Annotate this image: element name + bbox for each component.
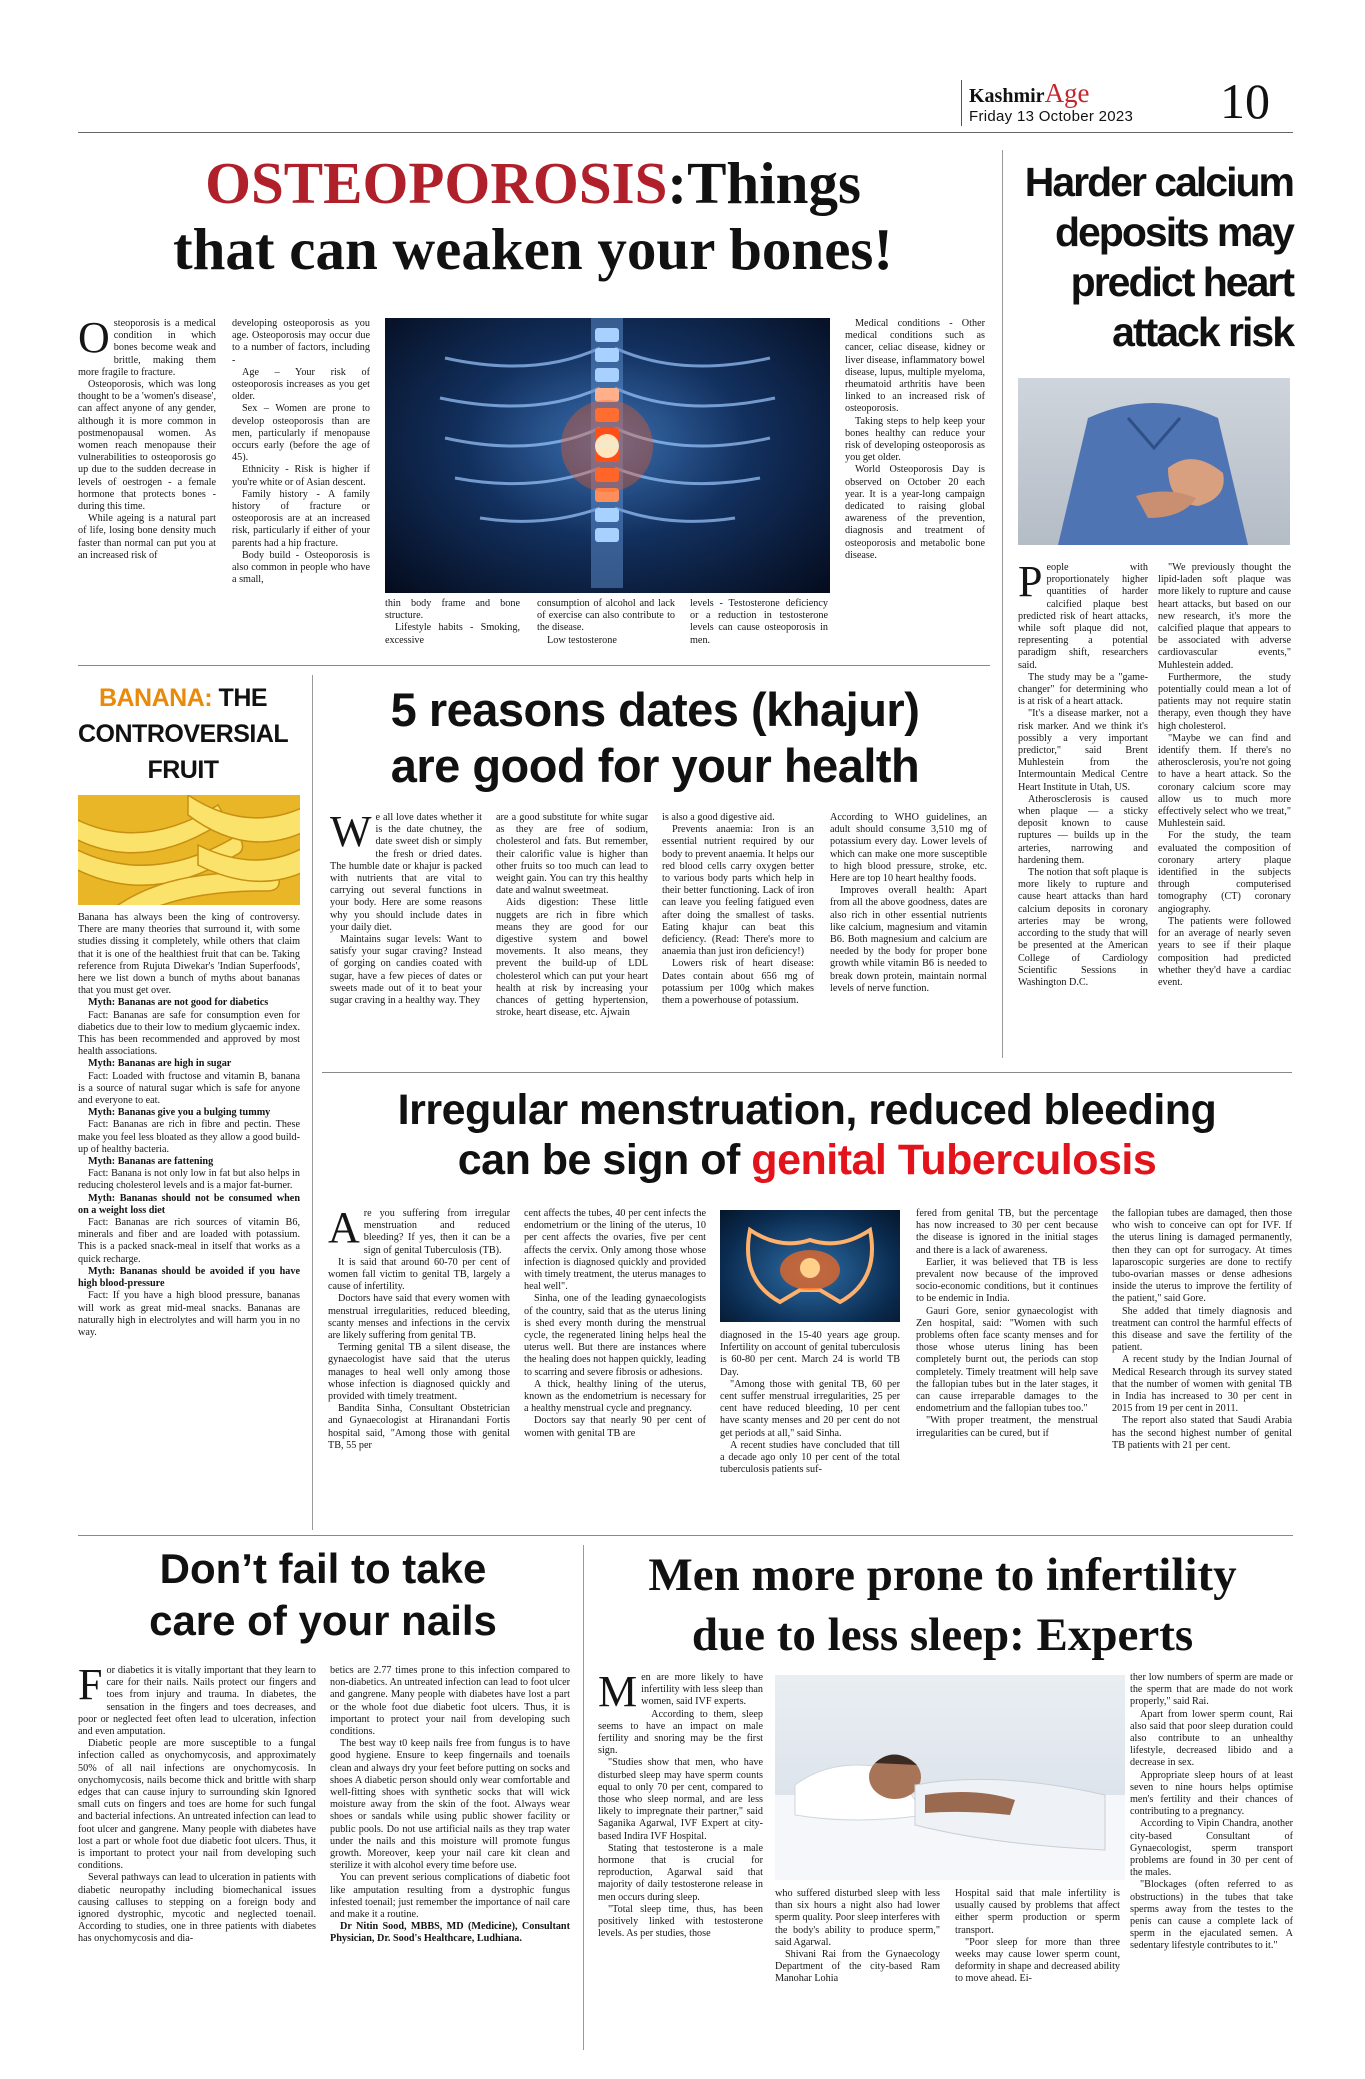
spine-xray-image	[385, 318, 830, 593]
men-title-line2: due to less sleep: Experts	[691, 1609, 1194, 1661]
nails-byline: Dr Nitin Sood, MBBS, MD (Medicine), Consultant Physician, Dr. Sood's Healthcare, Ludhiana.	[330, 1921, 570, 1945]
brand-kashmir: Kashmir	[969, 85, 1045, 107]
dates-col-1: W e all love dates whether it is the date chutney, the date sweet dish or simply the fresh or dried dates. The humble date or khajur is packed with nutrients that are vital to carrying out several functions in your body. Here are some reasons why you should include dates in your daily diet. Maintains sugar levels: Want to satisfy your sugar craving? Instead of gorging on candies coated with sugar, have a few pieces of dates or sweets made out of it to beat your sugar craving in a healthy way. They	[330, 812, 482, 1007]
dates-col-3: is also a good digestive aid. Prevents anaemia: Iron is an essential nutrient required by our body to prevent anaemia. It helps our red blood cells carry oxygen better to various body parts which help in their better functioning. Lack of iron can leave you feeling fatigued even after doing the smallest of tasks. Eating khajur can beat this deficiency. (Read: There's more to anaemia than just iron deficiency!) Lowers risk of heart disease: Dates contain about 656 mg of potassium per 100g which makes them a powerhouse of potassium.	[662, 812, 814, 1007]
middle-bottom-rule	[78, 1535, 1293, 1536]
dropcap-f: F	[78, 1665, 103, 1709]
dates-col-2: are a good substitute for white sugar as they are free of sodium, cholesterol and fats. But remember, their calorific value is higher than other fruits so too much can lead to weight gain. You can try this healthy date and walnut sweetmeat. Aids digestion: These little nuggets are rich in fibre which means they are good for our digestive system and bowel movements. It also means, they prevent the build-up of LDL cholesterol which can put your heart health at risk by increasing your chances of getting hypertension, stroke, heart disease, etc. Ajwain	[496, 812, 648, 1019]
osteo-col-3: thin body frame and bone structure. Lifestyle habits - Smoking, excessive	[385, 598, 520, 646]
osteo-col-1: O steoporosis is a medical condition in which bones become weak and brittle, making them more fragile to fracture. Osteoporosis, which was long thought to be a 'women's disease', can affect anyone of any gender, although it is more common in postmenopausal women. As women reach menopause their vulnerabilities to osteoporosis go up due to the sudden decrease in levels of oestrogen - a female hormone that protects bones - during this time. While ageing is a natural part of life, losing bone density much faster than normal can put you at an increased risk of	[78, 318, 216, 561]
calcium-col-2: "We previously thought the lipid-laden soft plaque was more likely to rupture and cause heart attacks, but based on our new research, it's more the calcified plaque that appears to be associated with adverse cardiovascular events," Muhlestein added. Furthermore, the study potentially could mean a lot of patients may not require statin therapy, even though they have high cholesterol. "Maybe we can find and identify them. If there's no atherosclerosis, you're not going to have a heart attack. So the coronary calcium score may allow us to much more effectively select who we treat," Muhlestein said. For the study, the team evaluated the composition of coronary artery plaque identified in the subjects through computerised tomography (CT) coronary angiography. The patients were followed for an average of nearly seven years to see if their plaque composition had predicted whether they'd have a cardiac event.	[1158, 562, 1291, 988]
men-col-3: Hospital said that male infertility is usually caused by problems that affect either sperm production or sperm transport. "Poor sleep for more than three weeks may cause lower sperm count, deformity in shape and decreased ability to move ahead. Ei-	[955, 1888, 1120, 1985]
calcium-headline: Harder calcium deposits may predict heart attack risk	[1024, 159, 1293, 355]
masthead-divider	[961, 80, 962, 126]
sleeping-man-image	[775, 1675, 1125, 1880]
dropcap-a: A	[328, 1208, 360, 1252]
banana-image	[78, 795, 300, 905]
tb-headline	[322, 1085, 1292, 1185]
tb-col-2: cent affects the tubes, 40 per cent infects the endometrium or the lining of the uterus, 10 per cent affects the ovaries, five per cent affects the cervix. Only among those whose infection is diagnosed quickly and provided with timely treatment, the uterus manages to heal well". Sinha, one of the leading gynaecologists of the country, said that as the uterus lining is shed every month during the menstrual cycle, the regenerated lining helps heal the uterus well. But there are instances where the healing does not happen quickly, leading to scarring and severe fibrosis or adhesions. A thick, healthy lining of the uterus, known as the endometrium is necessary for a healthy menstrual cycle and pregnancy. Doctors say that nearly 90 per cent of women with genital TB are	[524, 1208, 706, 1439]
tb-title-line1: Irregular menstruation, reduced bleeding	[397, 1086, 1217, 1134]
masthead-date: Friday 13 October 2023	[969, 108, 1134, 125]
nails-title-line2: care of your nails	[149, 1597, 497, 1644]
banana-divider	[312, 675, 313, 1530]
banana-title-orange: BANANA:	[98, 684, 213, 712]
dates-headline	[325, 682, 985, 794]
dropcap-w: W	[330, 812, 372, 856]
men-col-2: who suffered disturbed sleep with less than six hours a night also had lower sperm quality. Poor sleep interferes with the body's ability to produce sperm," said Agarwal. Shivani Rai from the Gynaecology Department of the city-based Ram Manohar Lohia	[775, 1888, 940, 1985]
dates-title-line1: 5 reasons dates (khajur)	[390, 683, 920, 736]
tb-title-line2-a: can be sign of	[457, 1136, 752, 1184]
banana-headline	[78, 680, 288, 788]
dates-col-4: According to WHO guidelines, an adult should consume 3,510 mg of potassium every day. Lower levels of which can make one more susceptible to high blood pressure, stroke, etc. Here are top 10 heart healthy foods. Improves overall health: Apart from all the above goodness, dates are also rich in other essential nutrients like calcium, magnesium and vitamin B6. Both magnesium and calcium are needed by the body for proper bone growth while vitamin B6 is needed to break down protein, maintain normal levels of nerve function.	[830, 812, 987, 994]
osteo-col-5: levels - Testosterone deficiency or a reduction in testosterone levels can cause osteoporosis in men.	[690, 598, 828, 646]
tb-col-1: A re you suffering from irregular menstruation and reduced bleeding? If yes, then it can be a sign of genital Tuberculosis (TB). It is said that around 60-70 per cent of women fall victim to genital TB, largely a cause of infertility. Doctors have said that every women with menstrual irregularities, reduced bleeding, scanty menses and infections in the cervix are likely suffering from genital TB. Terming genital TB a silent disease, the gynaecologist have said that the uterus manages to heal well only among those whose infection is diagnosed quickly and provided with timely treatment. Bandita Sinha, Consultant Obstetrician and Gynaecologist at Hiranandani Fortis hospital said, "Among those with genital TB, 55 per	[328, 1208, 510, 1451]
nails-col-2: betics are 2.77 times prone to this infection compared to non-diabetics. An untreated infection can lead to foot ulcer and gangrene. Many people with diabetes have lost a part or the whole foot due diabetic foot ulcers. Thus, it is important to protect your nail from developing such conditions. The best way t0 keep nails free from fungus is to have good hygiene. Ensure to keep fingernails and toenails clean and always dry your feet before putting on socks and shoes A diabetic person should only wear comfortable and well-fitting shoes with synthetic socks that will wick moisture away from the skin of the foot. Always wear shoes or sandals while using public shower facility or public pools. Do not use artificial nails as they trap water under the nails and this moisture will promote fungus growth. Moreover, keep your nail care kit clean and sterilize it with alcohol every time before use. You can prevent serious complications of diabetic foot like amputation resulting from a dystrophic fungus infested toenail; just remember the importance of nail care and make it a routine. Dr Nitin Sood, MBBS, MD (Medicine), Consultant Physician, Dr. Sood's Healthcare, Ludhiana.	[330, 1665, 570, 1945]
men-title-line1: Men more prone to infertility	[648, 1549, 1237, 1601]
dropcap-m: M	[598, 1672, 638, 1716]
dates-bottom-rule	[322, 1072, 1292, 1073]
pelvis-image	[720, 1210, 900, 1322]
osteo-col-6: Medical conditions - Other medical conditions such as cancer, celiac disease, kidney or liver disease, inflammatory bowel disease, lupus, multiple myeloma, rheumatoid arthritis have been linked to an increased risk of osteoporosis. Taking steps to help keep your bones healthy can reduce your risk of developing osteoporosis as you get older. World Osteoporosis Day is observed on October 20 each year. It is a year-long campaign dedicated to raising global awareness of the prevention, diagnosis and treatment of osteoporosis and metabolic bone disease.	[845, 318, 985, 561]
men-col-1: M en are more likely to have infertility with less sleep than women, said IVF experts. According to them, sleep seems to have an impact on male fertility and snoring may be the first sign. "Studies show that men, who have disturbed sleep may have sperm counts equal to only 70 per cent, compared to those who sleep normal, and are less likely to impregnate their partner," said Saganika Agarwal, IVF Expert at city-based Indira IVF Hospital. Stating that testosterone is a male hormone that is crucial for reproduction, Agarwal said that majority of daily testosterone release in men occurs during sleep. "Total sleep time, thus, has been positively linked with testosterone levels. As per studies, those	[598, 1672, 763, 1940]
masthead	[955, 73, 1310, 132]
tb-col-5: the fallopian tubes are damaged, then those who wish to conceive can opt for IVF. If the uterus lining is damaged permanently, then they can opt for surrogacy. At times laparoscopic surgeries are done to rectify tubo-ovarian masses or dense adhesions inside the uterus to improve the fertility of the patient," said Gore. She added that timely diagnosis and treatment can control the harmful effects of this disease and save the fertility of the patient. A recent study by the Indian Journal of Medical Research through its survey stated that the number of women with genital TB in India has increased to 30 per cent in 2015 from 19 per cent in 2011. The report also stated that Saudi Arabia has the second highest number of genital TB patients with 21 per cent.	[1112, 1208, 1292, 1451]
osteo-bottom-rule	[78, 665, 990, 666]
nails-headline	[78, 1543, 568, 1647]
masthead-logo	[969, 78, 1090, 109]
nails-col-1: F or diabetics it is vitally important that they learn to care for their nails. Nails protect our fingers and toes from injury and trauma. In diabetes, the sensation in the fingers and toes decreases, and poor or neglected feet often lead to ulceration, infection and even amputation. Diabetic people are more susceptible to a fungal infection called as onychomycosis, and approximately 50% of all nail infections are onychomycosis. In onychomycosis, nails become thick and brittle with sharp edges that can cause injury to surrounding skin Ignored small cuts on fingers and toes are home for such fungal and bacterial infections. An untreated infection can lead to foot ulcer and gangrene. Many people with diabetes have lost a part or whole foot due diabetic foot ulcers. Thus, it is important to protect your nail from developing such conditions. Several pathways can lead to ulceration in patients with diabetic neuropathy including biomechanical issues causing calluses to stepping on a foreign body and ignored dystrophic, mycotic and neglected toenail. According to studies, one in three patients with diabetes has onychomycosis and dia-	[78, 1665, 316, 1945]
osteo-title-rest: :Things	[667, 150, 861, 216]
dropcap-p: P	[1018, 562, 1043, 606]
banana-title-rest: THE CONTROVERSIAL FRUIT	[78, 684, 289, 784]
tb-title-line2-red: genital Tuberculosis	[751, 1136, 1157, 1184]
bottom-divider	[583, 1545, 584, 2050]
osteo-title-line2: that can weaken your bones!	[172, 216, 894, 282]
chest-pain-image	[1018, 378, 1290, 545]
banana-body: Banana has always been the king of controversy. There are many theories that surround it, with some studies dissing it completely, while others that claim that it is one of the healthiest fruit that can be. Taking reference from Rujuta Diwekar's 'Indian Superfoods', here we list down a bunch of myths about bananas that you must get over. Myth: Bananas are not good for diabetics Fact: Bananas are safe for consumption even for diabetics due to their low to medium glycaemic index. This has been recommended and approved by most health associations. Myth: Bananas are high in sugar Fact: Loaded with fructose and vitamin B, banana is a source of natural sugar which is safe for anyone and everyone to eat. Myth: Bananas give you a bulging tummy Fact: Bananas are rich in fibre and pectin. These make you feel less bloated as they allow a good build-up of healthy bacteria. Myth: Bananas are fattening Fact: Banana is not only low in fat but also helps in reducing cholesterol levels and is a major fat-burner. Myth: Bananas should not be consumed when on a weight loss diet Fact: Bananas are rich sources of vitamin B6, minerals and fiber and are loaded with potassium. This is a packed snack-meal in itself that works as a quick recharge. Myth: Bananas should be avoided if you have high blood-pressure Fact: If you have a high blood pressure, bananas will work as great mid-meal snacks. Bananas are naturally high in electrolytes and will harm you in no way.	[78, 912, 300, 1338]
dropcap-o: O	[78, 318, 110, 362]
osteo-col-4: consumption of alcohol and lack of exercise can also contribute to the disease. Low testosterone	[537, 598, 675, 646]
nails-title-line1: Don’t fail to take	[159, 1545, 487, 1592]
tb-col-3: diagnosed in the 15-40 years age group. Infertility on account of genital tuberculosis is 60-80 per cent. March 24 is world TB Day. "Among those with genital TB, 60 per cent suffer menstrual irregularities, 25 per cent have reduced bleeding, 10 per cent have scanty menses and 20 per cent do not get periods at all," said Sinha. A recent studies have concluded that till a decade ago only 10 per cent of the total tuberculosis patients suf-	[720, 1330, 900, 1476]
osteo-title-red: OSTEOPOROSIS	[205, 150, 668, 216]
osteo-col-2: developing osteoporosis as you age. Osteoporosis may occur due to a number of factors, including - Age – Your risk of osteoporosis increases as you get older. Sex – Women are prone to develop osteoporosis than are men, particularly if menopause occurs early (before the age of 45). Ethnicity - Risk is higher if you're white or of Asian descent. Family history - A family history of fracture or osteoporosis are at an increased risk, particularly if either of your parents had a hip fracture. Body build - Osteoporosis is also common in people who have a small,	[232, 318, 370, 586]
calcium-col-1: P eople with proportionately higher quantities of harder calcified plaque best predicted risk of heart attacks, while soft plaque did not, representing a potential paradigm shift, researchers said. The study may be a "game-changer" for determining who is at risk of a heart attack. "It's a disease marker, not a risk marker. And we think it's possibly a very important predictor," said Brent Muhlestein from the Intermountain Medical Centre Heart Institute in Utah, US. Atherosclerosis is caused when plaque — a sticky deposit known to cause ruptures — builds up in the arteries, narrowing and hardening them. The notion that soft plaque is more likely to rupture and cause heart attacks than hard calcium deposits in coronary arteries may be wrong, according to the study that will be presented at the American College of Cardiology Scientific Sessions in Washington D.C.	[1018, 562, 1148, 988]
page-number: 10	[1220, 73, 1270, 129]
men-headline	[590, 1545, 1295, 1665]
right-column-divider	[1002, 150, 1003, 1058]
men-col-4: ther low numbers of sperm are made or the sperm that are made do not work properly," said Rai. Apart from lower sperm count, Rai also said that poor sleep duration could also contribute to an unhealthy lifestyle, decreased libido and a decrease in sex. Appropriate sleep hours of at least seven to nine hours helps optimise men's fertility and their chances of contributing to a pregnancy. According to Vipin Chandra, another city-based Consultant of Gynaecologist, sperm transport problems are found in 30 per cent of the males. "Blockages (often referred to as obstructions) in the tubes that take sperms away from the testes to the penis can cause a complete lack of sperm in the ejaculated semen. A sedentary lifestyle contributes to it."	[1130, 1672, 1293, 1952]
osteo-headline	[78, 150, 988, 282]
tb-col-4: fered from genital TB, but the percentage has now increased to 30 per cent because the disease is ignored in the initial stages and there is a lack of awareness. Earlier, it was believed that TB is less prevalent now because of the improved socio-economic conditions, but it continues to be endemic in India. Gauri Gore, senior gynaecologist with Zen hospital, said: "Women with such problems often face scanty menses and for those whose uterus lining has been completely burnt out, the periods can stop completely. Timely treatment will help save the fallopian tubes but in the later stages, it can cause irreparable damages to the endometrium and the fallopian tubes too." "With proper treatment, the menstrual irregularities can be cured, but if	[916, 1208, 1098, 1439]
dates-title-line2: are good for your health	[390, 739, 920, 792]
brand-age: Age	[1044, 78, 1090, 108]
top-rule	[78, 132, 1293, 133]
